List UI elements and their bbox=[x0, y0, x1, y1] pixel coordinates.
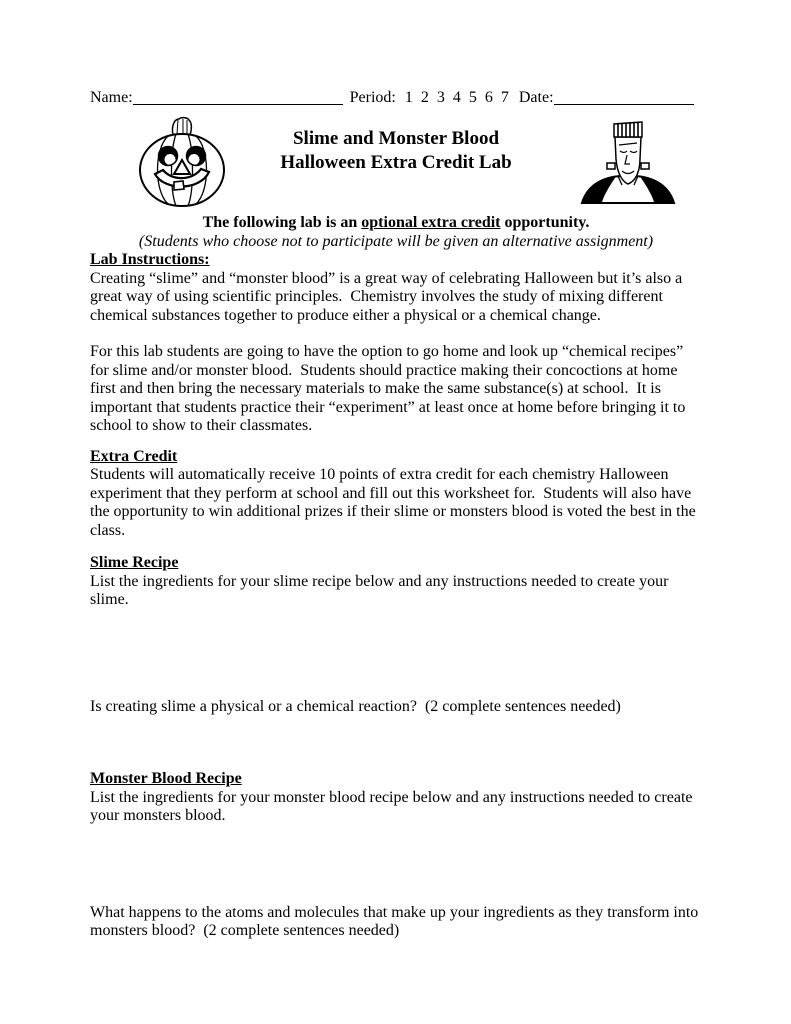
intro-bold-underlined: optional extra credit bbox=[361, 214, 501, 231]
slime-recipe-answer-space bbox=[90, 610, 702, 698]
paragraph-gap bbox=[90, 540, 702, 554]
date-blank-line bbox=[554, 89, 694, 105]
monster-blood-recipe-body: List the ingredients for your monster blood recipe below and any instructions needed to create your monsters blood. bbox=[90, 788, 697, 824]
document-body bbox=[90, 251, 702, 941]
intro-bold-prefix: The following lab is an bbox=[202, 214, 362, 231]
monster-question: What happens to the atoms and molecules that make up your ingredients as they transform into monsters blood? (2 complete sentences needed) bbox=[90, 903, 703, 939]
intro-bold-line bbox=[90, 213, 702, 232]
paragraph-gap bbox=[90, 436, 702, 448]
name-blank-line bbox=[133, 89, 343, 105]
monster-blood-answer-space bbox=[90, 826, 702, 904]
slime-question: Is creating slime a physical or a chemical reaction? (2 complete sentences needed) bbox=[90, 697, 621, 715]
name-label: Name: bbox=[90, 89, 133, 106]
extra-credit-body: Students will automatically receive 10 points of extra credit for each chemistry Halloween experiment that they perform at school and fill out this worksheet for. Students will also have the opportunity to win additional prizes if their slime or monsters blood is voted the best in the class. bbox=[90, 466, 700, 539]
intro-bold-suffix: opportunity. bbox=[500, 214, 590, 231]
jack-o-lantern-icon bbox=[126, 115, 238, 214]
period-label: Period: bbox=[349, 89, 396, 106]
intro-italic-note: (Students who choose not to participate will be given an alternative assignment) bbox=[138, 233, 654, 250]
monster-blood-recipe-heading: Monster Blood Recipe bbox=[90, 770, 242, 787]
section-lab-instructions bbox=[90, 251, 702, 325]
period-numbers: 1 2 3 4 5 6 7 bbox=[404, 89, 509, 106]
paragraph-gap bbox=[90, 325, 702, 343]
section-slime-recipe bbox=[90, 554, 702, 610]
slime-recipe-heading: Slime Recipe bbox=[90, 554, 179, 571]
home-practice-paragraph: For this lab students are going to have the option to go home and look up “chemical recipes” for slime and/or monster blood. Students should practice making their concoctions at home first and then bring the necessary materials to make the same substance(s) at school. It is important that students practice their “experiment” at least once at home before bringing it to school to show to their classmates. bbox=[90, 343, 690, 434]
slime-recipe-body: List the ingredients for your slime recipe below and any instructions needed to create your slime. bbox=[90, 572, 673, 608]
header-row bbox=[90, 88, 702, 107]
lab-instructions-heading: Lab Instructions: bbox=[90, 251, 210, 268]
title-block bbox=[90, 115, 702, 209]
page-title-line2: Halloween Extra Credit Lab bbox=[280, 152, 512, 173]
extra-credit-heading: Extra Credit bbox=[90, 447, 178, 465]
page-title-line1: Slime and Monster Blood bbox=[292, 128, 500, 149]
section-extra-credit bbox=[90, 448, 702, 541]
lab-instructions-body: Creating “slime” and “monster blood” is a great way of celebrating Halloween but it’s also a great way of using scientific principles. Chemistry involves the study of mixing different chemical substances together to produce either a physical or a chemical change. bbox=[90, 269, 687, 324]
slime-question-answer-space bbox=[90, 716, 702, 770]
date-label: Date: bbox=[518, 89, 554, 106]
frankenstein-icon bbox=[580, 121, 676, 210]
section-monster-blood-recipe bbox=[90, 770, 702, 826]
